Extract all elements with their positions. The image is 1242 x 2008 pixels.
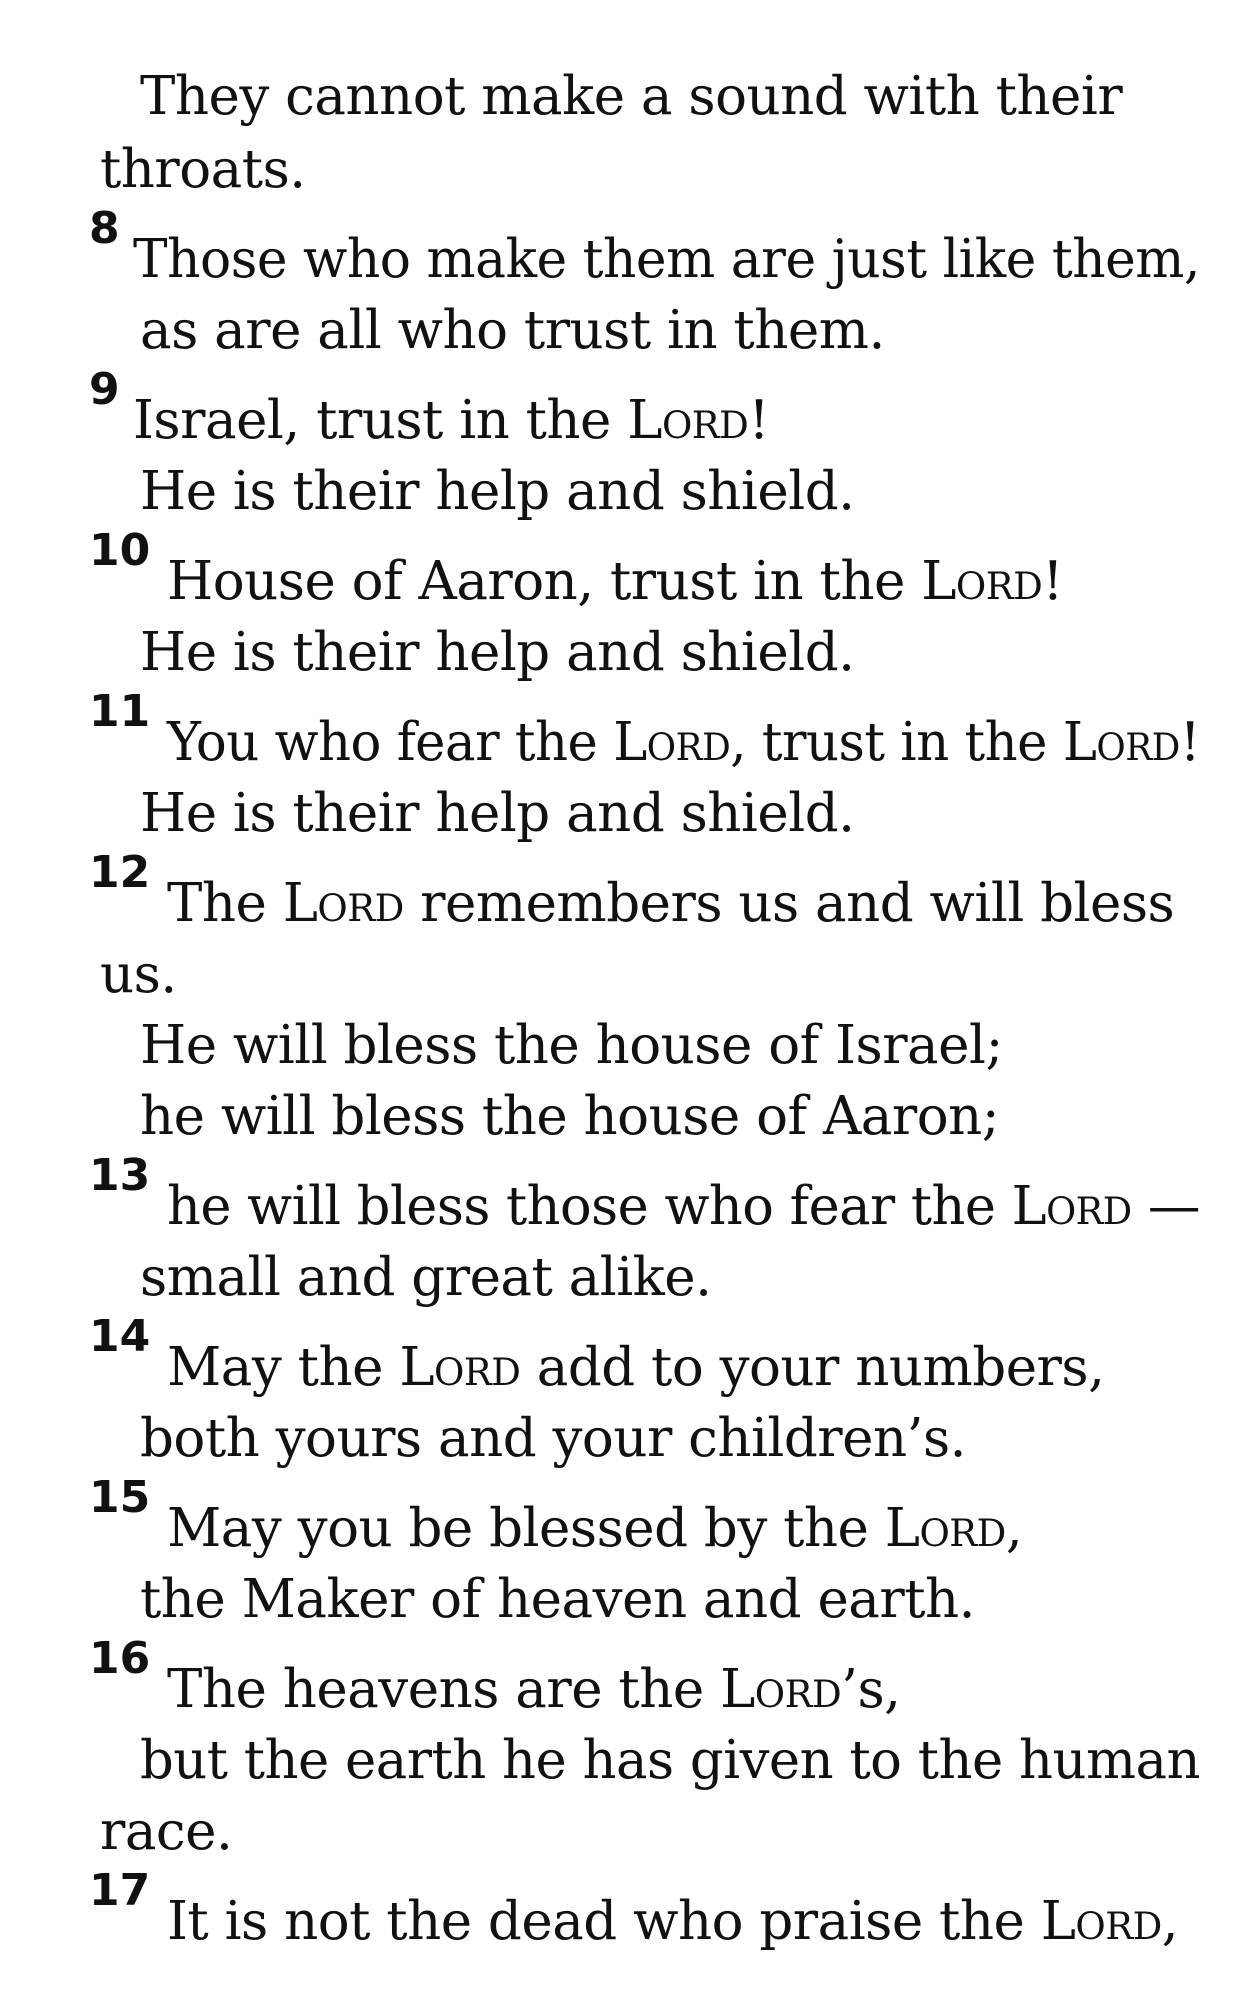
verse-number: 15: [89, 1472, 151, 1523]
verse-line: House of Aaron, trust in the Lord!: [167, 551, 1064, 612]
verse-line: us.: [100, 944, 177, 1005]
verse-number: 8: [89, 203, 120, 254]
verse-number: 11: [89, 686, 151, 737]
verse-number: 17: [89, 1865, 151, 1916]
verse-line: The Lord remembers us and will bless: [167, 873, 1175, 934]
lord-word: Lord: [399, 1337, 521, 1398]
verse-line: They cannot make a sound with their: [140, 66, 1123, 127]
verse-line: he will bless the house of Aaron;: [140, 1086, 1000, 1147]
verse-number: 9: [89, 364, 120, 415]
lord-word: Lord: [627, 390, 749, 451]
verse-number: 14: [89, 1311, 151, 1362]
verse-line: but the earth he has given to the human: [140, 1730, 1201, 1791]
verse-number: 13: [89, 1150, 151, 1201]
verse-line: throats.: [100, 139, 306, 200]
lord-word: Lord: [720, 1659, 842, 1720]
verse-line: He will bless the house of Israel;: [140, 1015, 1003, 1076]
lord-word: Lord: [1011, 1176, 1132, 1237]
verse-line: He is their help and shield.: [140, 622, 855, 683]
verse-line: Those who make them are just like them,: [133, 229, 1200, 290]
verse-line: May you be blessed by the Lord,: [167, 1498, 1023, 1559]
verse-line: You who fear the Lord, trust in the Lord!: [167, 712, 1201, 773]
verse-line: small and great alike.: [140, 1247, 712, 1308]
lord-word: Lord: [1040, 1891, 1162, 1952]
verse-line: race.: [100, 1801, 233, 1862]
verse-line: he will bless those who fear the Lord —: [167, 1176, 1200, 1237]
verse-line: as are all who trust in them.: [140, 300, 885, 361]
verse-line: The heavens are the Lord’s,: [167, 1659, 901, 1720]
verse-line: Israel, trust in the Lord!: [133, 390, 770, 451]
lord-word: Lord: [613, 712, 731, 773]
lord-word: Lord: [884, 1498, 1006, 1559]
lord-word: Lord: [921, 551, 1043, 612]
verse-line: It is not the dead who praise the Lord,: [167, 1891, 1179, 1952]
lord-word: Lord: [282, 873, 404, 934]
verse-number: 16: [89, 1633, 151, 1684]
verse-line: He is their help and shield.: [140, 783, 855, 844]
verse-line: May the Lord add to your numbers,: [167, 1337, 1105, 1398]
lord-word: Lord: [1062, 712, 1180, 773]
verse-line: He is their help and shield.: [140, 461, 855, 522]
verse-line: the Maker of heaven and earth.: [140, 1569, 976, 1630]
verse-number: 12: [89, 847, 151, 898]
verse-number: 10: [89, 525, 151, 576]
verse-line: both yours and your children’s.: [140, 1408, 967, 1469]
